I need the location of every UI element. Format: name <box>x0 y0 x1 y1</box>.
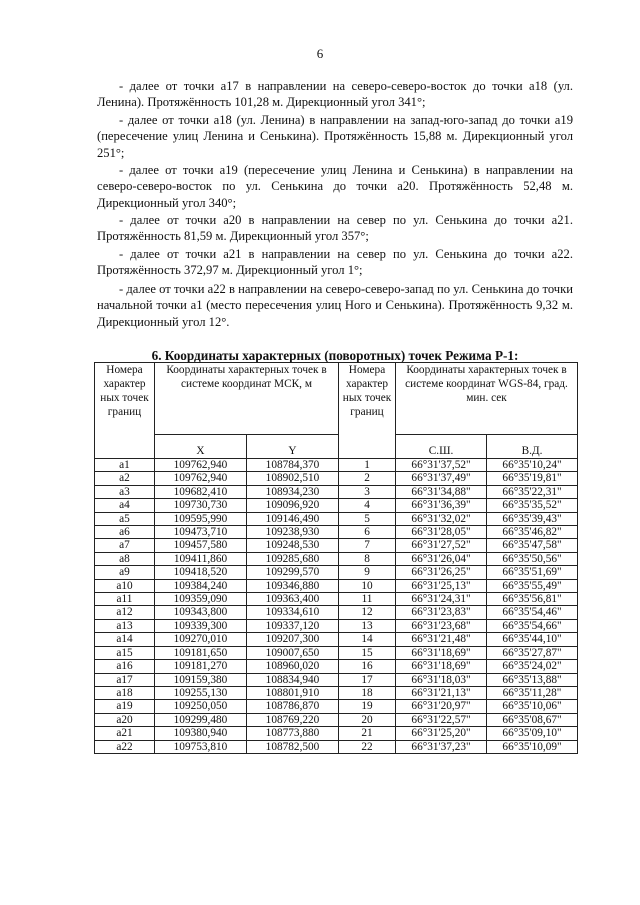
point-number: 7 <box>339 539 396 552</box>
y-coordinate: 109299,570 <box>247 566 339 579</box>
y-coordinate: 108773,880 <box>247 727 339 740</box>
y-coordinate: 109207,300 <box>247 633 339 646</box>
header-point-number-msk: Номера характер ных точек границ <box>95 363 155 459</box>
point-number: 12 <box>339 606 396 619</box>
coordinates-table-body <box>95 459 578 754</box>
table-row <box>95 485 578 498</box>
point-id: а8 <box>95 552 155 565</box>
x-coordinate: 109384,240 <box>155 579 247 592</box>
table-row <box>95 686 578 699</box>
y-coordinate: 108786,870 <box>247 700 339 713</box>
latitude: 66°31'34,88" <box>396 485 487 498</box>
table-row <box>95 606 578 619</box>
point-id: а21 <box>95 727 155 740</box>
x-coordinate: 109181,650 <box>155 646 247 659</box>
point-id: а5 <box>95 512 155 525</box>
longitude: 66°35'35,52" <box>487 499 578 512</box>
x-coordinate: 109339,300 <box>155 619 247 632</box>
longitude: 66°35'10,06" <box>487 700 578 713</box>
point-id: а10 <box>95 579 155 592</box>
latitude: 66°31'23,83" <box>396 606 487 619</box>
longitude: 66°35'24,02" <box>487 660 578 673</box>
latitude: 66°31'37,23" <box>396 740 487 753</box>
header-y: Y <box>247 435 339 459</box>
point-id: а16 <box>95 660 155 673</box>
point-number: 2 <box>339 472 396 485</box>
point-id: а4 <box>95 499 155 512</box>
longitude: 66°35'51,69" <box>487 566 578 579</box>
point-id: а18 <box>95 686 155 699</box>
longitude: 66°35'55,49" <box>487 579 578 592</box>
longitude: 66°35'27,87" <box>487 646 578 659</box>
x-coordinate: 109762,940 <box>155 472 247 485</box>
latitude: 66°31'26,04" <box>396 552 487 565</box>
latitude: 66°31'28,05" <box>396 526 487 539</box>
point-id: а6 <box>95 526 155 539</box>
table-row <box>95 552 578 565</box>
table-row <box>95 740 578 753</box>
table-row <box>95 526 578 539</box>
point-number: 4 <box>339 499 396 512</box>
x-coordinate: 109343,800 <box>155 606 247 619</box>
point-id: а19 <box>95 700 155 713</box>
x-coordinate: 109359,090 <box>155 593 247 606</box>
longitude: 66°35'10,09" <box>487 740 578 753</box>
table-row <box>95 593 578 606</box>
header-point-number-wgs: Номера характер ных точек границ <box>339 363 396 459</box>
longitude: 66°35'54,46" <box>487 606 578 619</box>
y-coordinate: 108801,910 <box>247 686 339 699</box>
y-coordinate: 109096,920 <box>247 499 339 512</box>
table-row <box>95 713 578 726</box>
point-id: а11 <box>95 593 155 606</box>
table-row <box>95 539 578 552</box>
point-number: 22 <box>339 740 396 753</box>
paragraph-1: - далее от точки а17 в направлении на северо-северо-восток до точки а18 (ул. Ленина). Протяжённость 101,28 м. Дирекционный угол 341°; <box>97 79 573 110</box>
longitude: 66°35'47,58" <box>487 539 578 552</box>
page-number: 6 <box>316 46 324 61</box>
x-coordinate: 109762,940 <box>155 459 247 472</box>
longitude: 66°35'19,81" <box>487 472 578 485</box>
x-coordinate: 109250,050 <box>155 700 247 713</box>
table-row <box>95 727 578 740</box>
y-coordinate: 108834,940 <box>247 673 339 686</box>
point-number: 14 <box>339 633 396 646</box>
point-number: 3 <box>339 485 396 498</box>
longitude: 66°35'56,81" <box>487 593 578 606</box>
x-coordinate: 109380,940 <box>155 727 247 740</box>
y-coordinate: 108782,500 <box>247 740 339 753</box>
point-id: а17 <box>95 673 155 686</box>
y-coordinate: 108769,220 <box>247 713 339 726</box>
table-row <box>95 660 578 673</box>
y-coordinate: 108902,510 <box>247 472 339 485</box>
point-id: а15 <box>95 646 155 659</box>
paragraph-2: - далее от точки а18 (ул. Ленина) в направлении на запад-юго-запад до точки а19 (пересечение улиц Ленина и Сенькина). Протяжённость 15,88 м. Дирекционный угол 251°; <box>97 113 573 160</box>
latitude: 66°31'32,02" <box>396 512 487 525</box>
y-coordinate: 109334,610 <box>247 606 339 619</box>
y-coordinate: 109285,680 <box>247 552 339 565</box>
y-coordinate: 108960,020 <box>247 660 339 673</box>
longitude: 66°35'46,82" <box>487 526 578 539</box>
latitude: 66°31'18,69" <box>396 660 487 673</box>
latitude: 66°31'22,57" <box>396 713 487 726</box>
point-number: 9 <box>339 566 396 579</box>
point-id: а20 <box>95 713 155 726</box>
point-number: 8 <box>339 552 396 565</box>
latitude: 66°31'27,52" <box>396 539 487 552</box>
longitude: 66°35'54,66" <box>487 619 578 632</box>
y-coordinate: 109337,120 <box>247 619 339 632</box>
latitude: 66°31'23,68" <box>396 619 487 632</box>
x-coordinate: 109473,710 <box>155 526 247 539</box>
table-row <box>95 459 578 472</box>
point-id: а9 <box>95 566 155 579</box>
latitude: 66°31'25,13" <box>396 579 487 592</box>
y-coordinate: 109346,880 <box>247 579 339 592</box>
y-coordinate: 109248,530 <box>247 539 339 552</box>
latitude: 66°31'21,48" <box>396 633 487 646</box>
latitude: 66°31'36,39" <box>396 499 487 512</box>
longitude: 66°35'08,67" <box>487 713 578 726</box>
longitude: 66°35'22,31" <box>487 485 578 498</box>
section-title: 6. Координаты характерных (поворотных) точек Режима Р-1: <box>151 348 519 363</box>
point-number: 16 <box>339 660 396 673</box>
point-number: 10 <box>339 579 396 592</box>
longitude: 66°35'39,43" <box>487 512 578 525</box>
latitude: 66°31'20,97" <box>396 700 487 713</box>
table-row <box>95 673 578 686</box>
paragraph-3: - далее от точки а19 (пересечение улиц Ленина и Сенькина) в направлении на северо-северо-восток по ул. Сенькина до точки а20. Протяжённость 52,48 м. Дирекционный угол 340°; <box>97 163 573 210</box>
paragraph-5: - далее от точки а21 в направлении на север по ул. Сенькина до точки а22. Протяжённость 372,97 м. Дирекционный угол 1°; <box>97 247 573 278</box>
header-wgs84-coordinates: Координаты характерных точек в системе координат WGS-84, град. мин. сек <box>396 363 578 435</box>
latitude: 66°31'26,25" <box>396 566 487 579</box>
header-latitude: С.Ш. <box>396 435 487 459</box>
point-number: 15 <box>339 646 396 659</box>
point-id: а1 <box>95 459 155 472</box>
y-coordinate: 109007,650 <box>247 646 339 659</box>
y-coordinate: 109363,400 <box>247 593 339 606</box>
longitude: 66°35'10,24" <box>487 459 578 472</box>
point-number: 1 <box>339 459 396 472</box>
x-coordinate: 109753,810 <box>155 740 247 753</box>
y-coordinate: 109238,930 <box>247 526 339 539</box>
x-coordinate: 109682,410 <box>155 485 247 498</box>
paragraph-4: - далее от точки а20 в направлении на север по ул. Сенькина до точки а21. Протяжённость 81,59 м. Дирекционный угол 357°; <box>97 213 573 244</box>
table-row <box>95 619 578 632</box>
latitude: 66°31'37,49" <box>396 472 487 485</box>
point-number: 17 <box>339 673 396 686</box>
y-coordinate: 108934,230 <box>247 485 339 498</box>
x-coordinate: 109270,010 <box>155 633 247 646</box>
table-row <box>95 646 578 659</box>
latitude: 66°31'18,03" <box>396 673 487 686</box>
point-number: 19 <box>339 700 396 713</box>
header-x: X <box>155 435 247 459</box>
y-coordinate: 109146,490 <box>247 512 339 525</box>
x-coordinate: 109255,130 <box>155 686 247 699</box>
point-number: 21 <box>339 727 396 740</box>
x-coordinate: 109418,520 <box>155 566 247 579</box>
point-id: а12 <box>95 606 155 619</box>
point-number: 6 <box>339 526 396 539</box>
x-coordinate: 109181,270 <box>155 660 247 673</box>
point-id: а22 <box>95 740 155 753</box>
paragraph-6: - далее от точки а22 в направлении на северо-северо-запад по ул. Сенькина до точки начальной точки а1 (место пересечения улиц Ного и Сенькина). Протяжённость 9,32 м. Дирекционный угол 12°. <box>97 282 573 329</box>
table-row <box>95 633 578 646</box>
x-coordinate: 109730,730 <box>155 499 247 512</box>
point-number: 5 <box>339 512 396 525</box>
latitude: 66°31'25,20" <box>396 727 487 740</box>
point-id: а7 <box>95 539 155 552</box>
point-id: а3 <box>95 485 155 498</box>
table-row <box>95 512 578 525</box>
table-row <box>95 579 578 592</box>
longitude: 66°35'09,10" <box>487 727 578 740</box>
latitude: 66°31'18,69" <box>396 646 487 659</box>
point-number: 13 <box>339 619 396 632</box>
latitude: 66°31'37,52" <box>396 459 487 472</box>
x-coordinate: 109299,480 <box>155 713 247 726</box>
point-id: а14 <box>95 633 155 646</box>
longitude: 66°35'44,10" <box>487 633 578 646</box>
table-row <box>95 499 578 512</box>
table-row <box>95 566 578 579</box>
longitude: 66°35'50,56" <box>487 552 578 565</box>
x-coordinate: 109457,580 <box>155 539 247 552</box>
x-coordinate: 109159,380 <box>155 673 247 686</box>
x-coordinate: 109595,990 <box>155 512 247 525</box>
point-number: 20 <box>339 713 396 726</box>
table-row <box>95 472 578 485</box>
longitude: 66°35'13,88" <box>487 673 578 686</box>
x-coordinate: 109411,860 <box>155 552 247 565</box>
table-row <box>95 700 578 713</box>
latitude: 66°31'21,13" <box>396 686 487 699</box>
point-number: 11 <box>339 593 396 606</box>
header-msk-coordinates: Координаты характерных точек в системе координат МСК, м <box>155 363 339 435</box>
point-id: а13 <box>95 619 155 632</box>
latitude: 66°31'24,31" <box>396 593 487 606</box>
y-coordinate: 108784,370 <box>247 459 339 472</box>
coordinates-table <box>94 362 578 754</box>
longitude: 66°35'11,28" <box>487 686 578 699</box>
point-id: а2 <box>95 472 155 485</box>
point-number: 18 <box>339 686 396 699</box>
header-longitude: В.Д. <box>487 435 578 459</box>
